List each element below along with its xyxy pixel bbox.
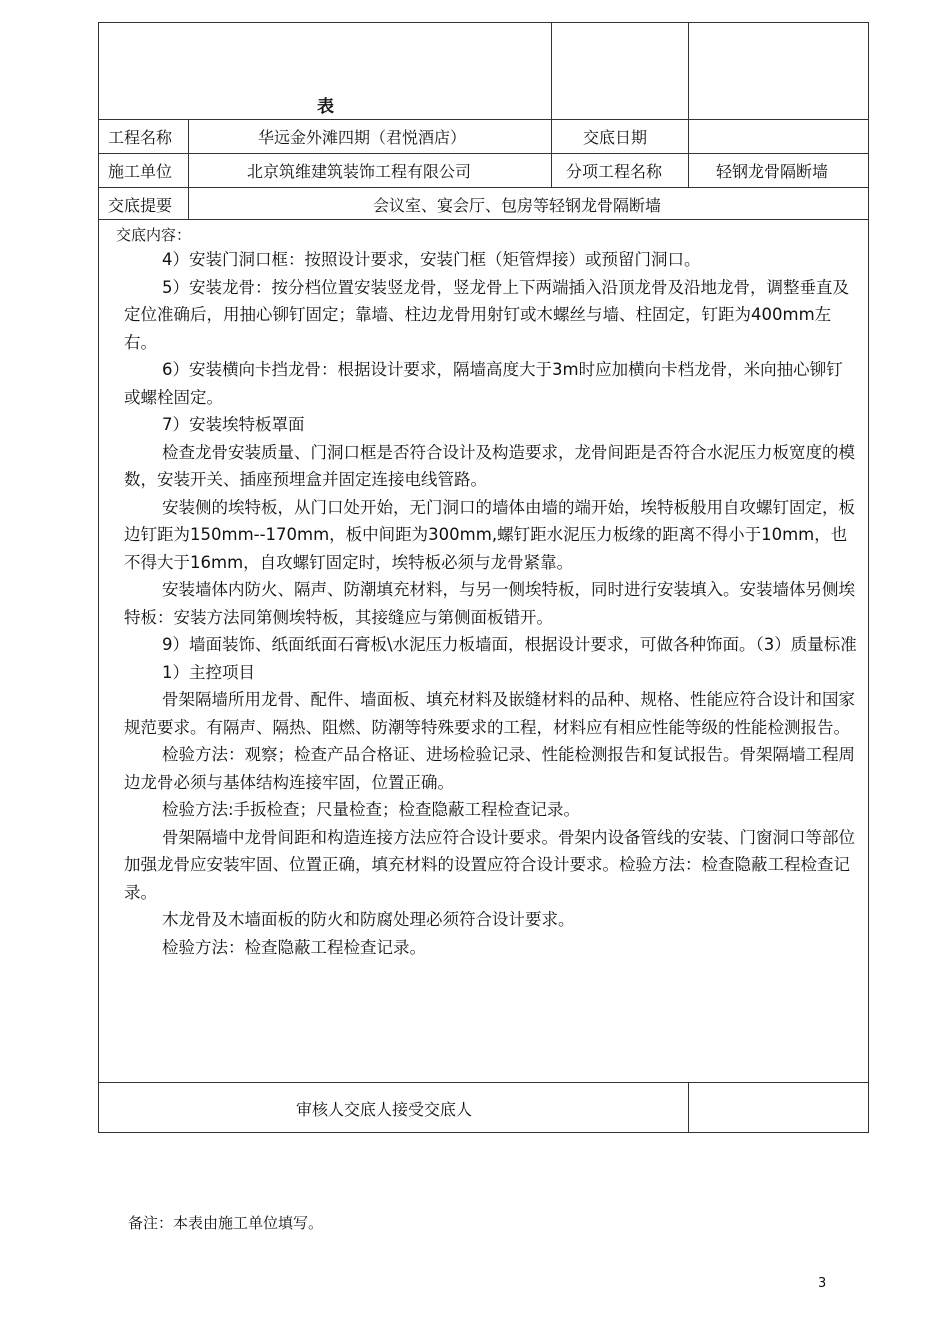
table-rule	[688, 22, 689, 119]
content-paragraph: 5）安装龙骨：按分档位置安装竖龙骨，竖龙骨上下两端插入沿顶龙骨及沿地龙骨，调整垂直及定位准确后，用抽心铆钉固定；靠墙、柱边龙骨用射钉或木螺丝与墙、柱固定，钉距为400mm左右。	[124, 277, 849, 352]
table-rule	[188, 119, 189, 219]
disclosure-content	[116, 224, 859, 961]
project-name-value: 华远金外滩四期（君悦酒店）	[258, 128, 467, 147]
label-project-name: 工程名称	[108, 128, 173, 147]
table-rule	[98, 153, 869, 154]
construction-unit-value: 北京筑维建筑装饰工程有限公司	[247, 162, 472, 181]
content-paragraph: 安装侧的埃特板，从门口处开始，无门洞口的墙体由墙的端开始，埃特板般用自攻螺钉固定，板边钉距为150mm--170mm，板中间距为300mm,螺钉距水泥压力板缘的距离不得小于10mm，也不得大于16mm，自攻螺钉固定时，埃特板必须与龙骨紧靠。	[124, 497, 855, 572]
content-paragraph: 木龙骨及木墙面板的防火和防腐处理必须符合设计要求。	[162, 910, 575, 929]
table-rule	[98, 219, 869, 220]
summary-value: 会议室、宴会厅、包房等轻钢龙骨隔断墙	[373, 196, 662, 215]
footer-note: 备注：本表由施工单位填写。	[128, 1214, 324, 1232]
label-disclosure-date: 交底日期	[583, 128, 648, 147]
content-paragraph: 骨架隔墙中龙骨间距和构造连接方法应符合设计要求。骨架内设备管线的安装、门窗洞口等部位加强龙骨应安装牢固、位置正确，填充材料的设置应符合设计要求。检验方法：检查隐蔽工程检查记录。	[124, 827, 855, 902]
table-rule	[551, 22, 552, 119]
content-paragraph: 检验方法：检查隐蔽工程检查记录。	[162, 937, 426, 957]
table-rule	[98, 119, 869, 120]
content-paragraph: 6）安装横向卡挡龙骨：根据设计要求，隔墙高度大于3m时应加横向卡档龙骨，米向抽心铆钉或螺栓固定。	[124, 360, 843, 407]
content-paragraph: 7）安装埃特板罩面	[162, 415, 305, 434]
label-construction-unit: 施工单位	[108, 162, 173, 181]
content-paragraph: 骨架隔墙所用龙骨、配件、墙面板、填充材料及嵌缝材料的品种、规格、性能应符合设计和国家规范要求。有隔声、隔热、阻燃、防潮等特殊要求的工程，材料应有相应性能等级的性能检测报告。	[124, 690, 855, 737]
content-paragraph: 4）安装门洞口框：按照设计要求，安装门框（矩管焊接）或预留门洞口。	[162, 250, 701, 269]
table-rule	[551, 119, 552, 187]
label-sub-item-name: 分项工程名称	[566, 162, 663, 181]
table-title: 表	[317, 97, 334, 117]
label-summary: 交底提要	[108, 196, 173, 215]
content-label: 交底内容：	[116, 226, 192, 244]
signature-row-label: 审核人交底人接受交底人	[296, 1100, 473, 1119]
content-paragraph: 9）墙面装饰、纸面纸面石膏板\水泥压力板墙面，根据设计要求，可做各种饰面。（3）质量标准	[162, 635, 857, 654]
table-rule	[688, 119, 689, 187]
page-number: 3	[818, 1276, 827, 1291]
content-paragraph: 检验方法：观察；检查产品合格证、进场检验记录、性能检测报告和复试报告。骨架隔墙工程周边龙骨必须与基体结构连接牢固，位置正确。	[124, 745, 855, 792]
sub-item-name-value: 轻钢龙骨隔断墙	[716, 162, 829, 181]
table-rule	[98, 1082, 869, 1083]
content-paragraph: 安装墙体内防火、隔声、防潮填充材料，与另一侧埃特板，同时进行安装填入。安装墙体另侧埃特板：安装方法同第侧埃特板，其接缝应与第侧面板错开。	[124, 580, 855, 627]
content-paragraph: 1）主控项目	[162, 662, 255, 682]
content-paragraph: 检查龙骨安装质量、门洞口框是否符合设计及构造要求，龙骨间距是否符合水泥压力板宽度的模数，安装开关、插座预埋盒并固定连接电线管路。	[124, 442, 855, 489]
content-paragraph: 检验方法:手扳检查；尺量检查；检查隐蔽工程检查记录。	[162, 800, 581, 819]
table-rule	[98, 187, 869, 188]
table-rule	[688, 1082, 689, 1133]
